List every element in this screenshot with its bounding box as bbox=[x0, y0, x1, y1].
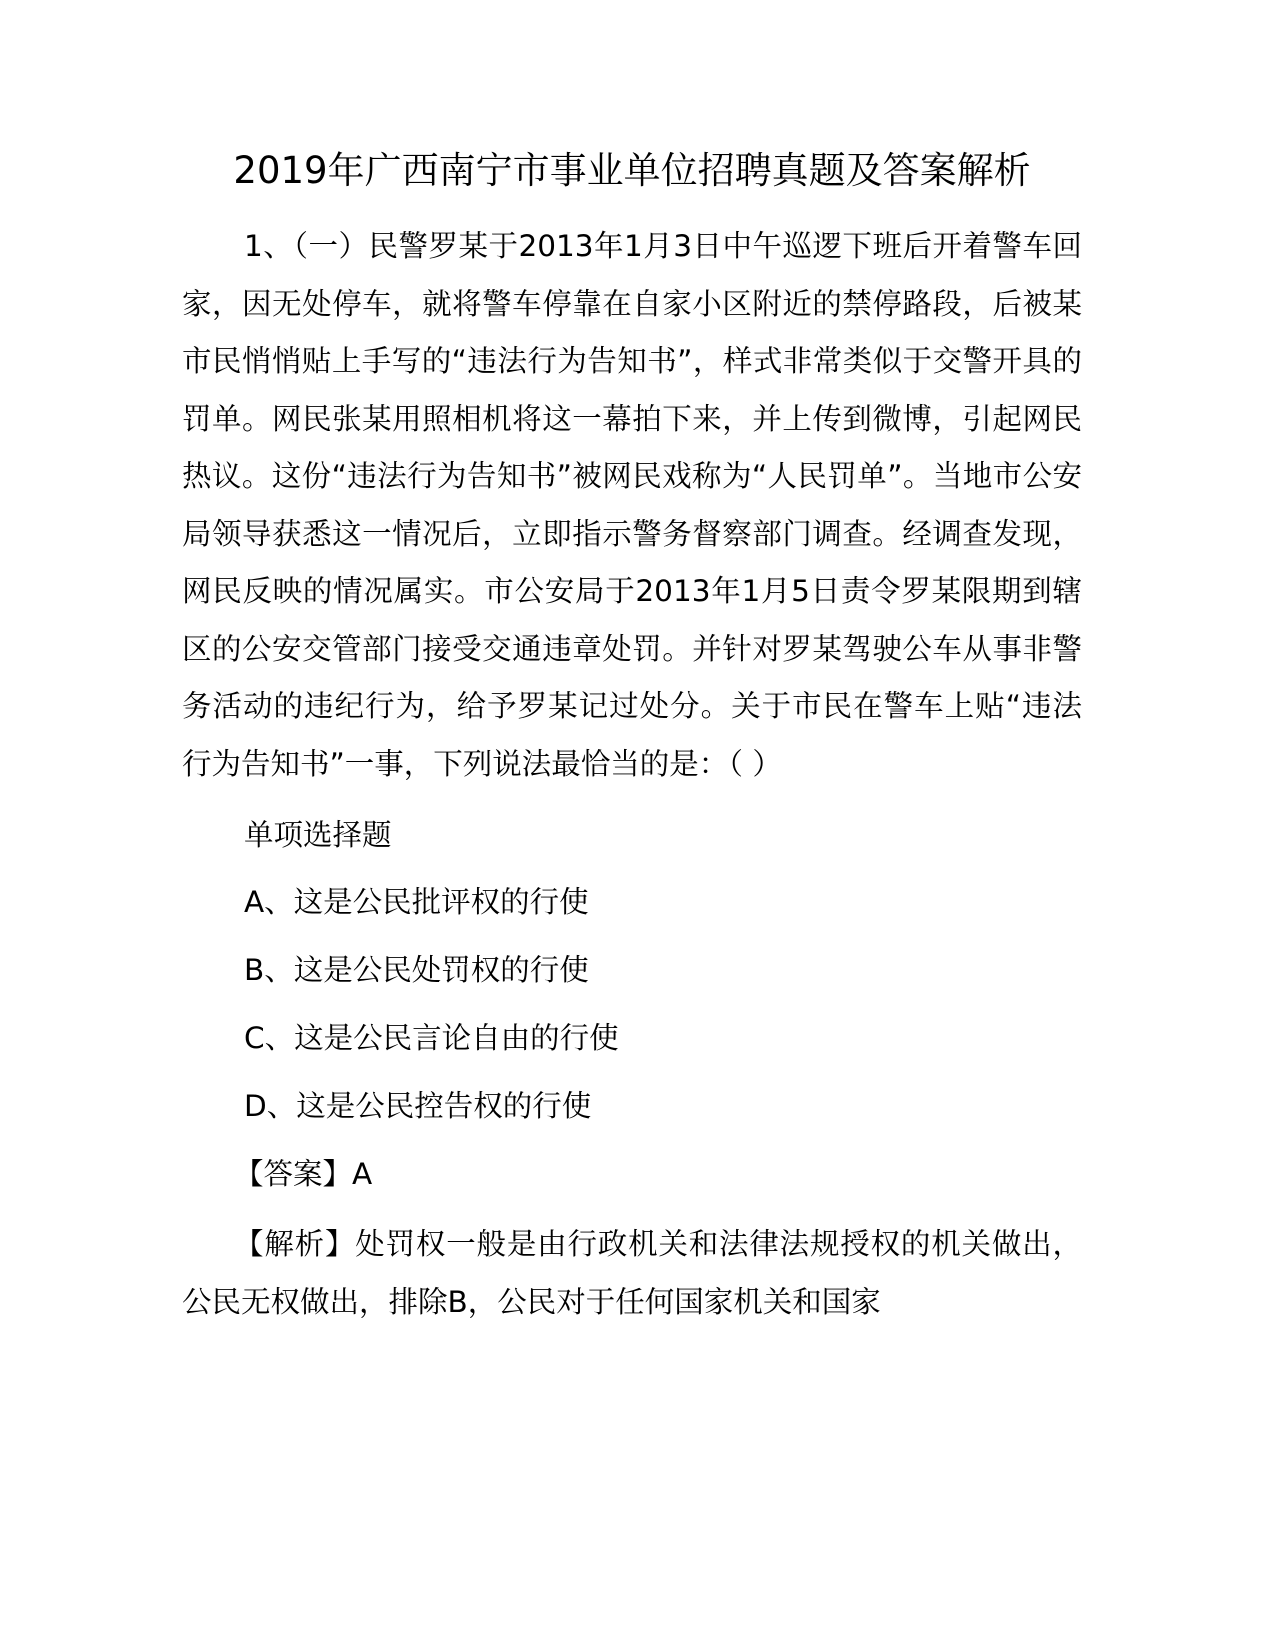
option-b: B、这是公民处罚权的行使 bbox=[244, 953, 589, 987]
answer-line: 【答案】A bbox=[234, 1157, 373, 1191]
option-d: D、这是公民控告权的行使 bbox=[244, 1089, 592, 1123]
option-c: C、这是公民言论自由的行使 bbox=[244, 1021, 619, 1055]
document-title: 2019年广西南宁市事业单位招聘真题及答案解析 bbox=[233, 149, 1031, 192]
question-stem: 1、（一）民警罗某于2013年1月3日中午巡逻下班后开着警车回家，因无处停车，就将警车停靠在自家小区附近的禁停路段，后被某市民悄悄贴上手写的“违法行为告知书”，样式非常类似于交警开具的罚单。网民张某用照相机将这一幕拍下来，并上传到微博，引起网民热议。这份“违法行为告知书”被网民戏称为“人民罚单”。当地市公安局领导获悉这一情况后，立即指示警务督察部门调查。经调查发现，网民反映的情况属实。市公安局于2013年1月5日责令罗某限期到辖区的公安交管部门接受交通违章处罚。并针对罗某驾驶公车从事非警务活动的违纪行为，给予罗某记过处分。关于市民在警车上贴“违法行为告知书”一事，下列说法最恰当的是：（ ） bbox=[182, 229, 1082, 781]
question-type-label: 单项选择题 bbox=[244, 818, 392, 852]
option-a: A、这是公民批评权的行使 bbox=[244, 885, 589, 919]
document-page bbox=[182, 142, 1082, 1331]
analysis-paragraph: 【解析】处罚权一般是由行政机关和法律法规授权的机关做出，公民无权做出，排除B，公民对于任何国家机关和国家 bbox=[182, 1227, 1082, 1319]
